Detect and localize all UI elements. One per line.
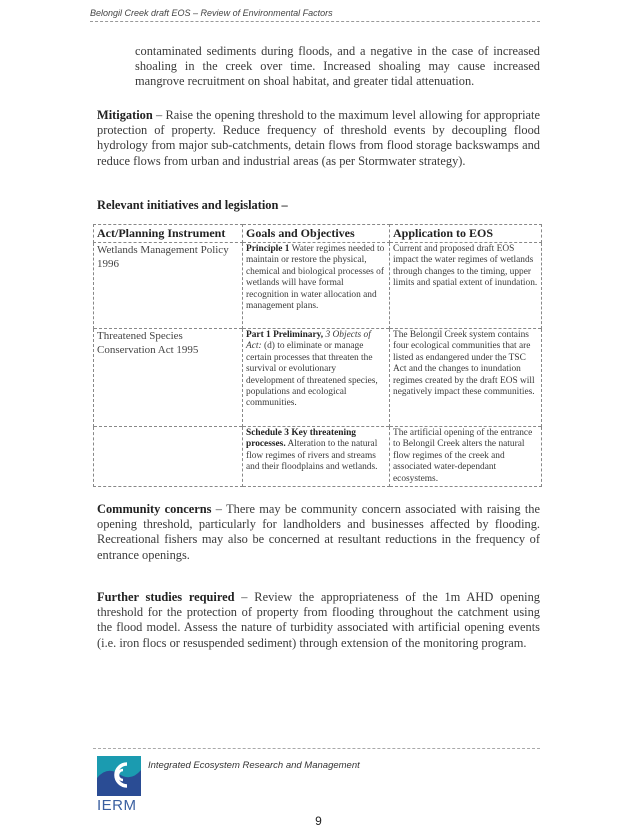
studies-label: Further studies required bbox=[97, 590, 235, 604]
community-label: Community concerns bbox=[97, 502, 212, 516]
application-cell: Current and proposed draft EOS impact the water regimes of wetlands through changes to the timing, upper limits and spatial extent of inundation. bbox=[390, 243, 542, 329]
column-header: Application to EOS bbox=[390, 225, 542, 243]
goal-text: (d) to eliminate or manage certain processes that threaten the survival or evolutionary development of threatened species, populations and ecological communities. bbox=[246, 341, 378, 409]
logo-wordmark: IERM bbox=[97, 797, 137, 814]
community-paragraph bbox=[97, 502, 540, 563]
studies-paragraph bbox=[97, 590, 540, 651]
initiatives-heading: Relevant initiatives and legislation – bbox=[97, 198, 288, 212]
table-row bbox=[94, 329, 542, 427]
table-row bbox=[94, 427, 542, 487]
goal-bold: Principle 1 bbox=[246, 244, 290, 254]
mitigation-paragraph bbox=[97, 108, 540, 169]
goal-bold: Part 1 Preliminary, bbox=[246, 330, 324, 340]
goal-text: Alteration to the natural flow regimes of rivers and streams and their floodplains and wetlands. bbox=[246, 439, 378, 473]
footer-org-name: Integrated Ecosystem Research and Management bbox=[148, 760, 360, 771]
studies-text: – Review the appropriateness of the 1m AHD opening threshold for the protection of property from flooding throughout the catchment using the flood model. Assess the nature of turbidity associated with artificial opening events (i.e. iron flocs or resuspended sediment) through extension of the monitoring program. bbox=[97, 590, 540, 650]
table-header-row bbox=[94, 225, 542, 243]
legislation-table bbox=[93, 224, 542, 487]
instrument-cell: Wetlands Management Policy 1996 bbox=[94, 243, 243, 329]
application-cell: The Belongil Creek system contains four ecological communities that are listed as endangered under the TSC Act and the changes to inundation regimes created by the draft EOS will negatively impact these communities. bbox=[390, 329, 542, 427]
footer-rule bbox=[93, 748, 540, 749]
page-number: 9 bbox=[315, 814, 322, 828]
mitigation-text: – Raise the opening threshold to the maximum level allowing for appropriate protection of property. Reduce frequency of threshold events by decoupling flood hydrology from major sub-catchments, detain flows from flood storage backswamps and reduce flows from urban and industrial areas (as per Stormwater strategy). bbox=[97, 108, 540, 168]
goal-text: Water regimes needed to maintain or restore the physical, chemical and biological processes of wetlands will have formal recognition in water allocation and management plans. bbox=[246, 244, 385, 312]
goal-cell bbox=[243, 427, 390, 487]
goal-cell bbox=[243, 329, 390, 427]
goal-bold: Schedule 3 Key threatening processes. bbox=[246, 428, 356, 450]
running-header: Belongil Creek draft EOS – Review of Environmental Factors bbox=[90, 8, 333, 18]
ierm-logo-icon bbox=[97, 756, 141, 796]
header-rule bbox=[90, 21, 540, 22]
instrument-cell bbox=[94, 427, 243, 487]
column-header: Act/Planning Instrument bbox=[94, 225, 243, 243]
mitigation-label: Mitigation bbox=[97, 108, 153, 122]
application-cell: The artificial opening of the entrance to Belongil Creek alters the natural flow regimes of the creek and associated water-dependant ecosystems. bbox=[390, 427, 542, 487]
instrument-cell: Threatened Species Conservation Act 1995 bbox=[94, 329, 243, 427]
goal-italic: 3 Objects of Act: bbox=[246, 330, 371, 352]
table-row bbox=[94, 243, 542, 329]
community-text: – There may be community concern associated with raising the opening threshold, particularly for landholders and businesses affected by flooding. Recreational fishers may also be concerned at resultant reductions in the frequency of entrance openings. bbox=[97, 502, 540, 562]
column-header: Goals and Objectives bbox=[243, 225, 390, 243]
intro-paragraph: contaminated sediments during floods, and a negative in the case of increased shoaling in the creek over time. Increased shoaling may cause increased mangrove recruitment on shoal habitat, and greater tidal attenuation. bbox=[135, 44, 540, 89]
goal-cell bbox=[243, 243, 390, 329]
